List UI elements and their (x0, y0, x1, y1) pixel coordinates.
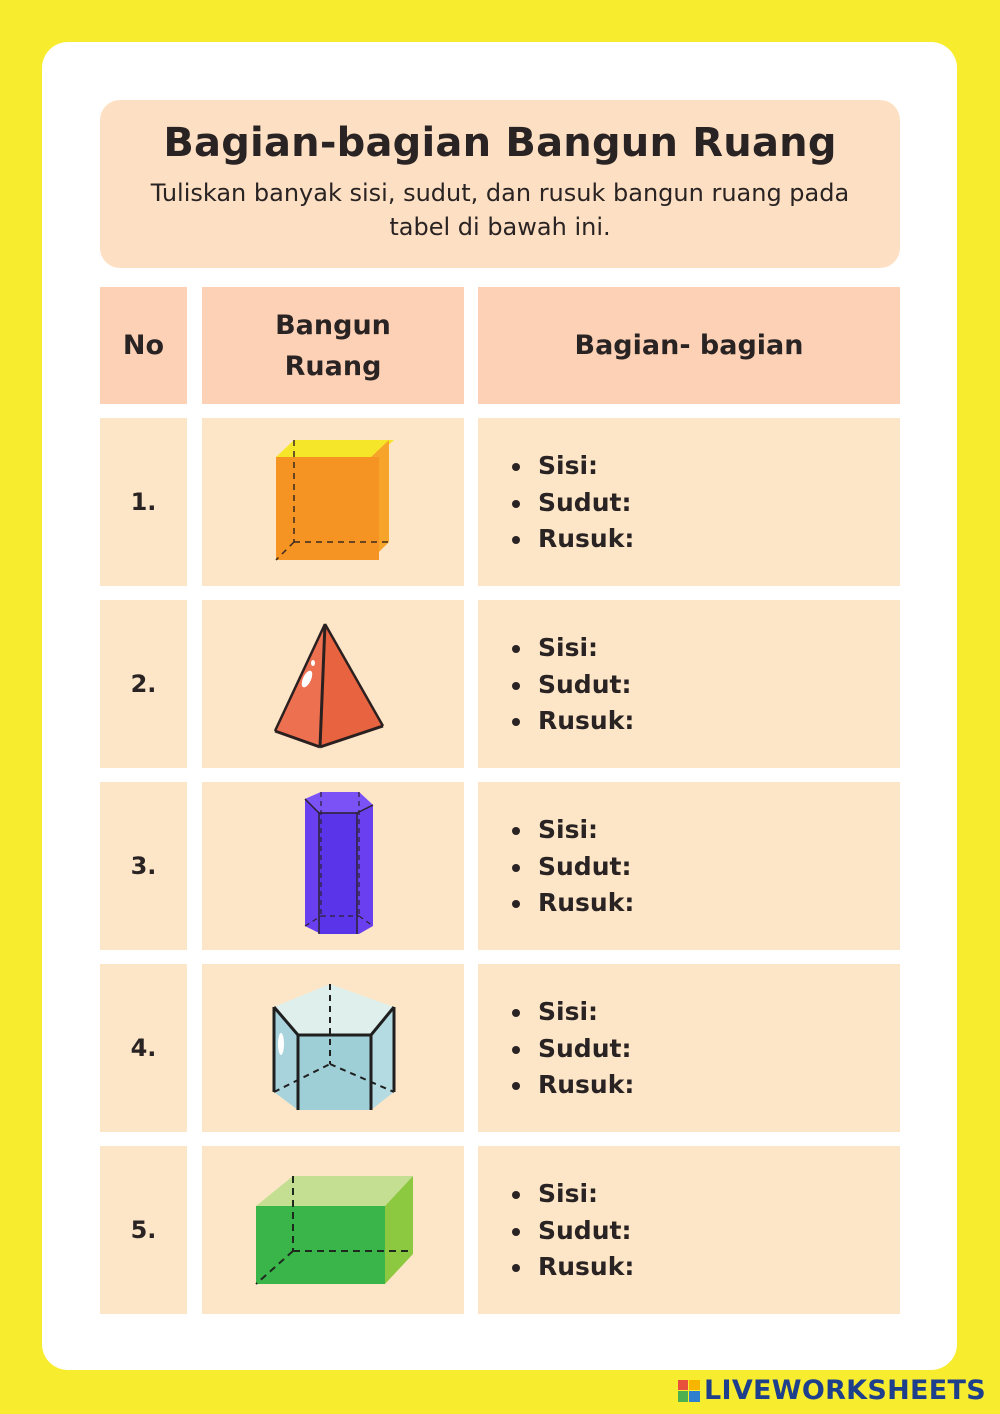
shape-cell (202, 600, 464, 768)
column-header-parts: Bagian- bagian (478, 287, 900, 404)
row-number: 2. (100, 600, 187, 768)
page-subtitle: Tuliskan banyak sisi, sudut, dan rusuk bangun ruang pada tabel di bawah ini. (150, 179, 850, 241)
list-item: Sisi: (508, 812, 634, 849)
list-item: Sudut: (508, 849, 634, 886)
list-item: Sudut: (508, 1031, 634, 1068)
list-item: Rusuk: (508, 521, 634, 558)
column-header-shape: Bangun Ruang (202, 287, 464, 404)
parts-list (508, 994, 634, 1104)
row-number: 5. (100, 1146, 187, 1314)
cuboid-icon (251, 1174, 416, 1286)
list-item: Sudut: (508, 1213, 634, 1250)
page-title: Bagian-bagian Bangun Ruang (163, 120, 837, 166)
parts-list (508, 812, 634, 922)
list-item: Sisi: (508, 1176, 634, 1213)
list-item: Sudut: (508, 485, 634, 522)
parts-cell (478, 600, 900, 768)
liveworksheets-logo (678, 1375, 986, 1406)
brand-text: LIVEWORKSHEETS (703, 1375, 986, 1406)
row-number: 3. (100, 782, 187, 950)
column-header-no: No (100, 287, 187, 404)
list-item: Sisi: (508, 630, 634, 667)
shape-cell (202, 418, 464, 586)
pentagonal-prism-icon (268, 982, 398, 1114)
shape-cell (202, 964, 464, 1132)
parts-list (508, 630, 634, 740)
list-item: Rusuk: (508, 1067, 634, 1104)
list-item: Sisi: (508, 448, 634, 485)
list-item: Sisi: (508, 994, 634, 1031)
liveworksheets-icon (678, 1380, 700, 1402)
row-number: 4. (100, 964, 187, 1132)
hexagonal-prism-icon (283, 791, 383, 941)
list-item: Sudut: (508, 667, 634, 704)
list-item: Rusuk: (508, 1249, 634, 1286)
row-number: 1. (100, 418, 187, 586)
parts-cell (478, 418, 900, 586)
cube-icon (268, 437, 398, 567)
pyramid-icon (273, 619, 393, 749)
parts-list (508, 448, 634, 558)
parts-cell (478, 1146, 900, 1314)
parts-cell (478, 782, 900, 950)
list-item: Rusuk: (508, 885, 634, 922)
parts-list (508, 1176, 634, 1286)
shape-cell (202, 1146, 464, 1314)
shape-cell (202, 782, 464, 950)
list-item: Rusuk: (508, 703, 634, 740)
parts-cell (478, 964, 900, 1132)
